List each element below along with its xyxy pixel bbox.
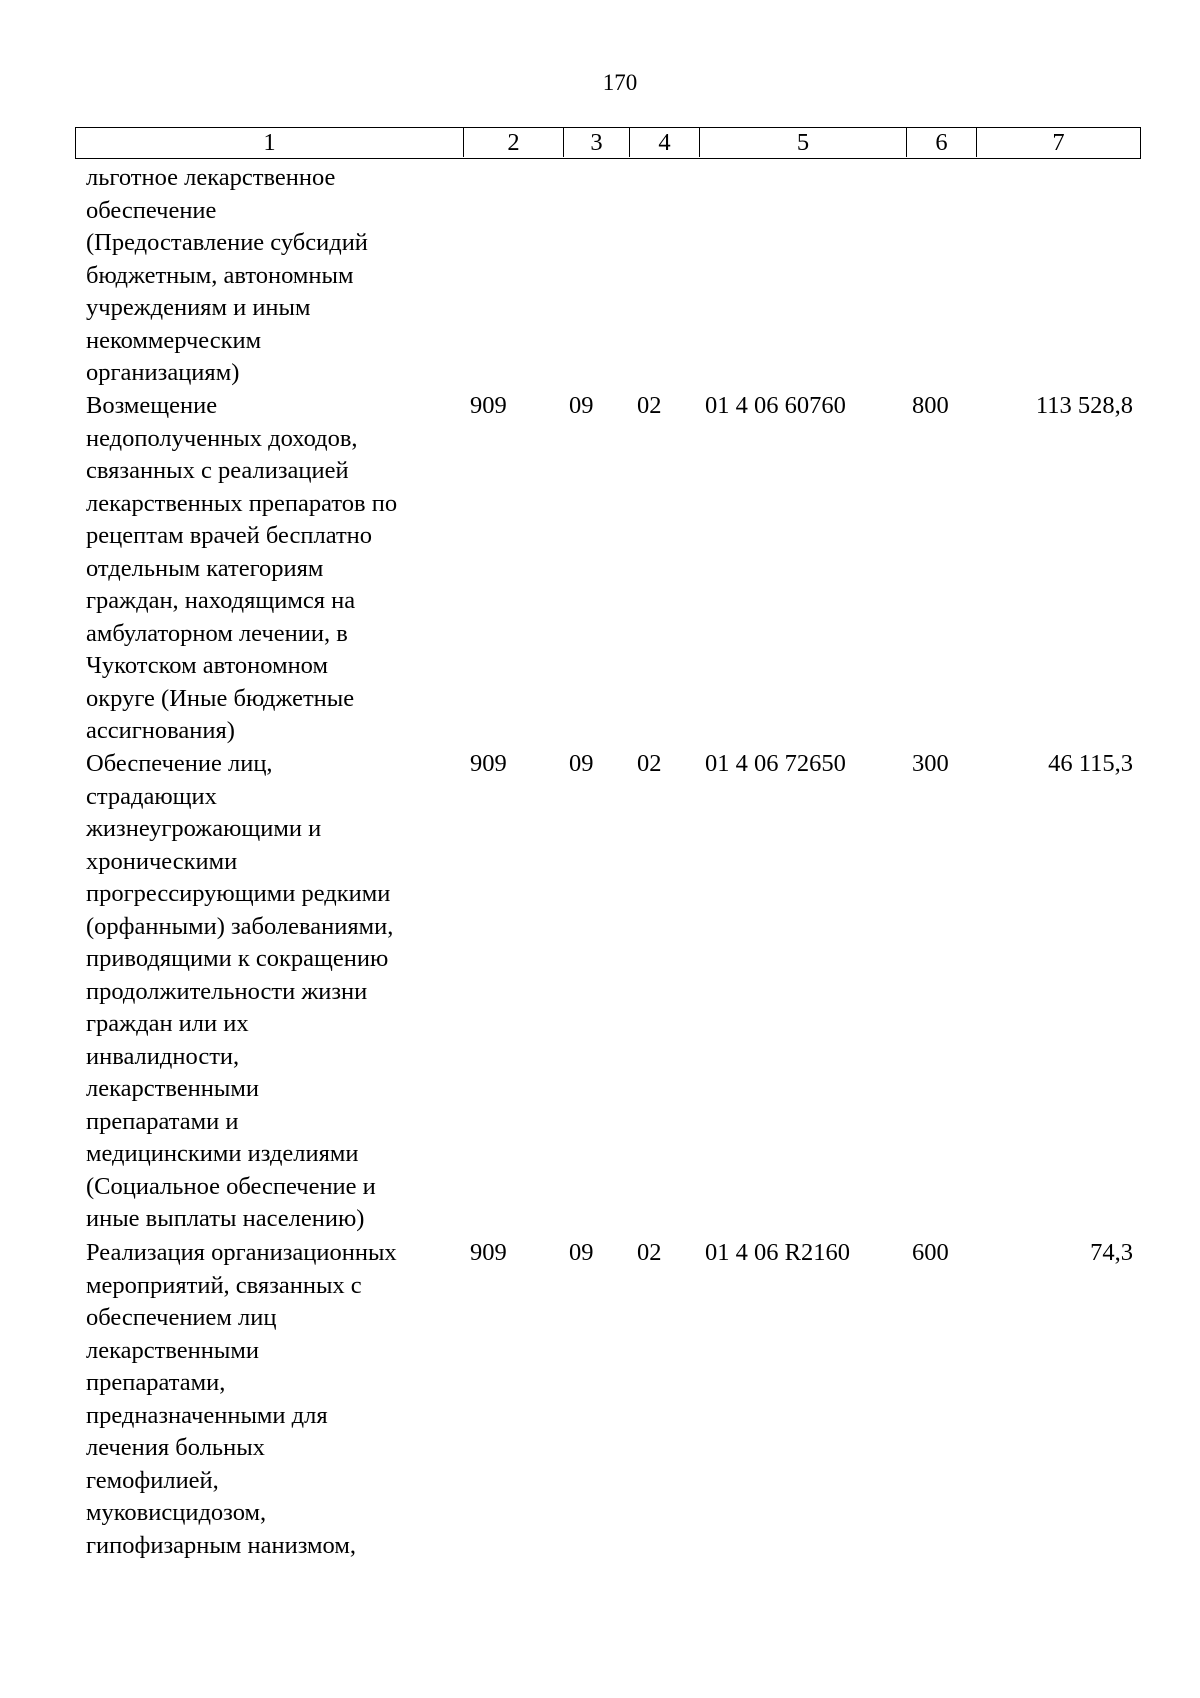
header-cell-3: 3: [563, 128, 629, 157]
row-description: льготное лекарственное обеспечение (Предоставление субсидий бюджетным, автономным учреждениям и иным некоммерческим организациям): [86, 164, 368, 386]
row-admin-code: 909: [470, 750, 507, 777]
row-admin-code: 909: [470, 392, 507, 419]
row-subsection-code: 02: [637, 750, 662, 777]
row-target-article: 01 4 06 72650: [705, 750, 846, 777]
row-section-code: 09: [569, 392, 594, 419]
row-expense-type: 600: [912, 1239, 949, 1266]
row-amount: 74,3: [1090, 1239, 1133, 1266]
row-description: Реализация организационных мероприятий, связанных с обеспечением лиц лекарственными препаратами, предназначенными для лечения больных гемофилией, муковисцидозом, гипофизарным нанизмом,: [86, 1239, 397, 1559]
row-description: Обеспечение лиц, страдающих жизнеугрожающими и хроническими прогрессирующими редкими (орфанными) заболеваниями, приводящими к сокращению продолжительности жизни граждан или их инвалидности, лекарственными препаратами и медицинскими изделиями (Социальное обеспечение и иные выплаты населению): [86, 750, 394, 1232]
row-amount: 46 115,3: [1048, 750, 1133, 777]
row-admin-code: 909: [470, 1239, 507, 1266]
row-section-code: 09: [569, 1239, 594, 1266]
row-subsection-code: 02: [637, 1239, 662, 1266]
table-header-row: [75, 127, 1141, 159]
header-cell-4: 4: [629, 128, 699, 157]
page-number: 170: [602, 70, 638, 95]
header-cell-5: 5: [699, 128, 906, 157]
row-target-article: 01 4 06 R2160: [705, 1239, 850, 1266]
row-subsection-code: 02: [637, 392, 662, 419]
header-cell-2: 2: [463, 128, 563, 157]
row-amount: 113 528,8: [1035, 392, 1133, 419]
row-target-article: 01 4 06 60760: [705, 392, 846, 419]
header-cell-7: 7: [976, 128, 1140, 157]
row-expense-type: 300: [912, 750, 949, 777]
row-section-code: 09: [569, 750, 594, 777]
header-cell-6: 6: [906, 128, 976, 157]
row-expense-type: 800: [912, 392, 949, 419]
row-description: Возмещение недополученных доходов, связанных с реализацией лекарственных препаратов по рецептам врачей бесплатно отдельным категориям граждан, находящимся на амбулаторном лечении, в Чукотском автономном округе (Иные бюджетные ассигнования): [86, 392, 398, 744]
header-cell-1: 1: [263, 129, 276, 156]
